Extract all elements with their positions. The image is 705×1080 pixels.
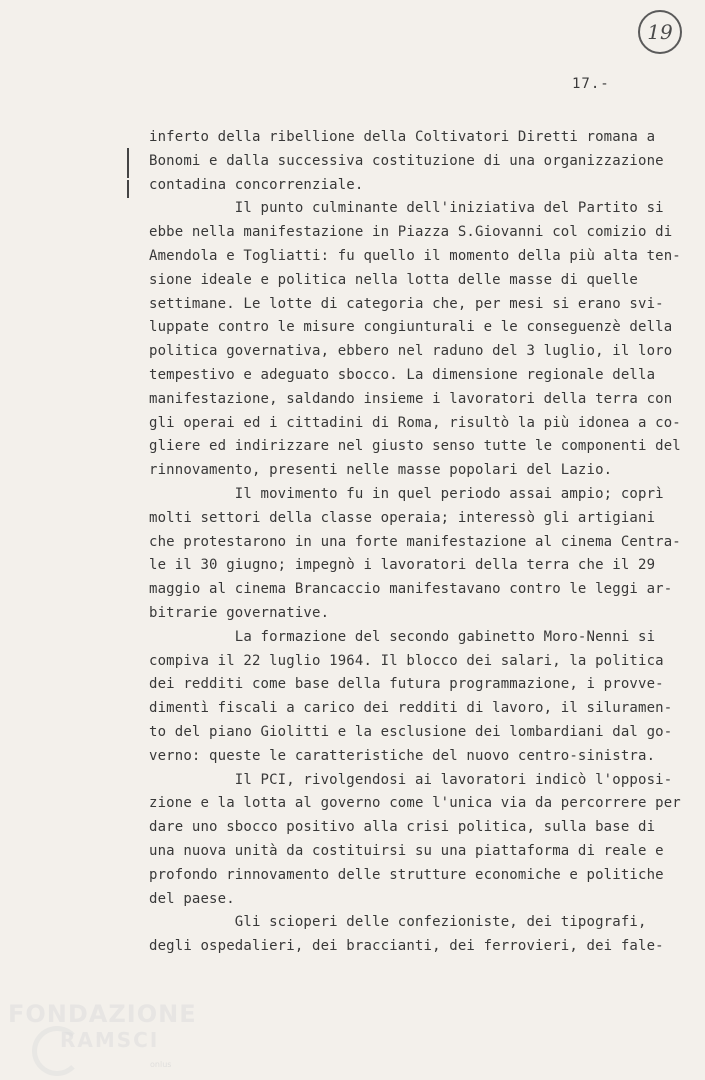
text-line: gli operai ed i cittadini di Roma, risultò la più idonea a co- xyxy=(149,414,681,431)
text-line: La formazione del secondo gabinetto Moro-Nenni si xyxy=(149,628,656,645)
text-line: tempestivo e adeguato sbocco. La dimensione regionale della xyxy=(149,366,656,383)
text-line: che protestarono in una forte manifestazione al cinema Centra- xyxy=(149,533,681,550)
text-line: maggio al cinema Brancaccio manifestavano contro le leggi ar- xyxy=(149,581,673,598)
text-line: verno: queste le caratteristiche del nuovo centro-sinistra. xyxy=(149,747,656,764)
text-line: luppate contro le misure congiunturali e le conseguenzè della xyxy=(149,319,673,336)
watermark-line1: FONDAZIONE xyxy=(8,1000,197,1028)
text-line: dare uno sbocco positivo alla crisi politica, sulla base di xyxy=(149,819,656,836)
text-line: Il movimento fu in quel periodo assai ampio; coprì xyxy=(149,485,664,502)
text-line: Amendola e Togliatti: fu quello il momento della più alta ten- xyxy=(149,247,681,264)
text-line: molti settori della classe operaia; interessò gli artigiani xyxy=(149,509,656,526)
text-line: del paese. xyxy=(149,890,235,907)
page-number: 17.- xyxy=(572,76,610,92)
text-line: compiva il 22 luglio 1964. Il blocco dei salari, la politica xyxy=(149,652,664,669)
text-line: ebbe nella manifestazione in Piazza S.Giovanni col comizio di xyxy=(149,224,673,241)
archive-stamp: 19 xyxy=(638,10,682,54)
text-line: le il 30 giugno; impegnò i lavoratori della terra che il 29 xyxy=(149,557,656,574)
text-line: to del piano Giolitti e la esclusione dei lombardiani dal go- xyxy=(149,723,673,740)
text-line: degli ospedalieri, dei braccianti, dei ferrovieri, dei fale- xyxy=(149,938,664,955)
text-line: bitrarie governative. xyxy=(149,604,330,621)
text-line: settimane. Le lotte di categoria che, per mesi si erano svi- xyxy=(149,295,664,312)
margin-mark xyxy=(127,180,129,198)
text-line: sione ideale e politica nella lotta delle masse di quelle xyxy=(149,271,638,288)
text-line: Gli scioperi delle confezioniste, dei tipografi, xyxy=(149,914,647,931)
text-line: una nuova unità da costituirsi su una piattaforma di reale e xyxy=(149,842,664,859)
text-line: Bonomi e dalla successiva costituzione di una organizzazione xyxy=(149,152,664,169)
typewritten-body xyxy=(149,126,689,959)
text-line: gliere ed indirizzare nel giusto senso tutte le componenti del xyxy=(149,438,681,455)
text-line: contadina concorrenziale. xyxy=(149,176,364,193)
text-line: dimentì fiscali a carico dei redditi di lavoro, il siluramen- xyxy=(149,700,673,717)
margin-mark xyxy=(127,148,129,178)
text-line: Il PCI, rivolgendosi ai lavoratori indicò l'opposi- xyxy=(149,771,673,788)
watermark-logo xyxy=(0,1000,200,1080)
text-line: inferto della ribellione della Coltivatori Diretti romana a xyxy=(149,129,656,145)
text-line: zione e la lotta al governo come l'unica via da percorrere per xyxy=(149,795,681,812)
text-line: rinnovamento, presenti nelle masse popolari del Lazio. xyxy=(149,462,613,479)
text-line: profondo rinnovamento delle strutture economiche e politiche xyxy=(149,866,664,883)
text-line: politica governativa, ebbero nel raduno del 3 luglio, il loro xyxy=(149,343,673,360)
text-line: dei redditi come base della futura programmazione, i provve- xyxy=(149,676,664,693)
watermark-line2: RAMSCI xyxy=(60,1028,160,1052)
text-line: Il punto culminante dell'iniziativa del Partito si xyxy=(149,200,664,217)
text-line: manifestazione, saldando insieme i lavoratori della terra con xyxy=(149,390,673,407)
watermark-sub: onlus xyxy=(150,1060,172,1069)
